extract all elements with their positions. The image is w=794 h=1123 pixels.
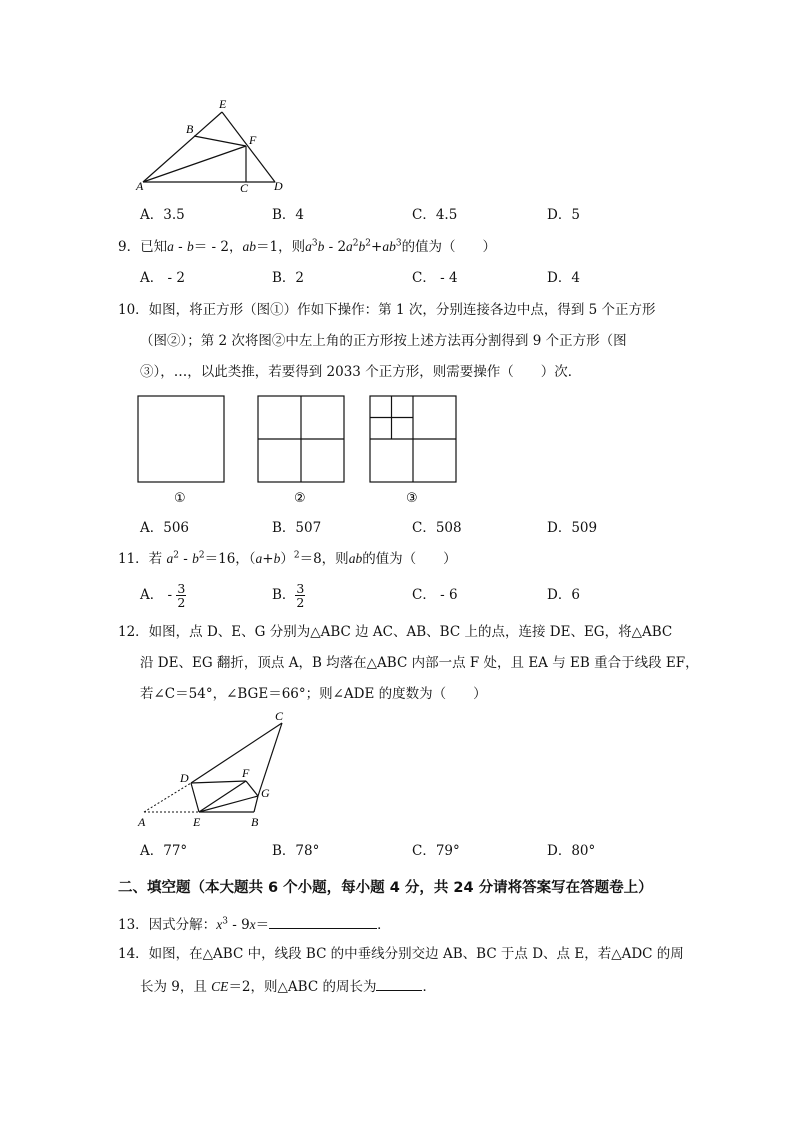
- label-f: F: [249, 133, 257, 147]
- q8-option-d[interactable]: D．5: [547, 207, 580, 223]
- q10-line-2: （图②）；第 2 次将图②中左上角的正方形按上述方法再分割得到 9 个正方形（图: [140, 333, 627, 349]
- q11-option-a[interactable]: A． - $\frac{3}{2}$: [140, 581, 186, 610]
- dotted-ad: [144, 783, 191, 812]
- label-b: B: [186, 122, 194, 136]
- line-ef: [199, 781, 246, 812]
- q10-option-c[interactable]: C．508: [412, 520, 462, 536]
- q14-answer-blank[interactable]: [376, 976, 422, 991]
- label-c: C: [240, 181, 249, 195]
- q8-option-b[interactable]: B．4: [272, 207, 305, 223]
- q11-option-b[interactable]: B． $\frac{3}{2}$: [272, 581, 305, 610]
- q13-answer-blank[interactable]: [269, 914, 377, 929]
- line-eg: [199, 796, 258, 812]
- q11-stem: 11．若 $a^2 - b^2=16$，$(a+b)^2=8$，则ab的值为（ ）: [118, 550, 457, 567]
- q14-line-2: 长为 9，且 CE＝2，则△ABC 的周长为 ．: [140, 976, 436, 996]
- q9-stem: 9．已知a - b＝ - 2，ab＝1，则$a^3b - 2a^2b^2+ab^3$的值为（ ）: [118, 238, 497, 255]
- line-de: [191, 783, 199, 812]
- label-d: D: [180, 771, 189, 785]
- line-fg: [246, 781, 258, 796]
- line-af: [143, 146, 246, 182]
- q10-option-a[interactable]: A．506: [140, 520, 190, 536]
- q10-option-b[interactable]: B．507: [272, 520, 322, 536]
- label-a: A: [136, 179, 144, 193]
- q9-option-c[interactable]: C． - 4: [412, 270, 458, 286]
- q10-line-1: 10．如图，将正方形（图①）作如下操作：第 1 次，分别连接各边中点，得到 5 个正方形: [118, 302, 656, 318]
- caption-fig-2: ②: [294, 491, 306, 506]
- q8-option-c[interactable]: C．4.5: [412, 207, 458, 223]
- label-g: G: [261, 786, 270, 800]
- section-2-title: 二、填空题（本大题共 6 个小题，每小题 4 分，共 24 分请将答案写在答题卷上）: [118, 880, 653, 896]
- q12-option-b[interactable]: B．78°: [272, 843, 320, 859]
- label-d: D: [274, 179, 283, 193]
- q11-option-c[interactable]: C． - 6: [412, 587, 458, 603]
- caption-fig-1: ①: [174, 491, 186, 506]
- q8-option-a[interactable]: A．3.5: [140, 207, 185, 223]
- q10-line-3: ③），…，以此类推，若要得到 2033 个正方形，则需要操作（ ）次．: [140, 364, 582, 380]
- q14-line-1: 14．如图，在△ABC 中，线段 BC 的中垂线分别交边 AB、BC 于点 D、点 E，若△ADC 的周: [118, 946, 684, 962]
- label-e: E: [193, 815, 201, 829]
- line-ae: [143, 112, 222, 182]
- line-bg: [254, 796, 258, 812]
- line-bf: [194, 136, 246, 146]
- label-f: F: [242, 766, 250, 780]
- q12-option-a[interactable]: A．77°: [140, 843, 188, 859]
- q12-fold-figure: [130, 705, 300, 835]
- q10-squares-figure: [130, 390, 470, 510]
- q12-option-d[interactable]: D．80°: [547, 843, 596, 859]
- label-c: C: [275, 709, 284, 723]
- line-df: [191, 781, 246, 783]
- q9-option-d[interactable]: D．4: [547, 270, 580, 286]
- q12-line-3: 若∠C＝54°，∠BGE＝66°；则∠ADE 的度数为（ ）: [140, 686, 487, 702]
- label-b: B: [251, 815, 259, 829]
- caption-fig-3: ③: [406, 491, 418, 506]
- label-e: E: [219, 97, 227, 111]
- line-ed: [222, 112, 275, 182]
- q9-option-a[interactable]: A． - 2: [140, 270, 185, 286]
- q12-line-2: 沿 DE、EG 翻折，顶点 A，B 均落在△ABC 内部一点 F 处，且 EA 与 EB 重合于线段 EF，: [140, 655, 699, 671]
- q12-line-1: 12．如图，点 D、E、G 分别为△ABC 边 AC、AB、BC 上的点，连接 DE、EG，将△ABC: [118, 624, 673, 640]
- q12-option-c[interactable]: C．79°: [412, 843, 460, 859]
- q13-stem: 13．因式分解：$x^3 - 9x=$ ．: [118, 914, 391, 934]
- q10-option-d[interactable]: D．509: [547, 520, 598, 536]
- q11-option-d[interactable]: D．6: [547, 587, 580, 603]
- line-cd: [191, 723, 282, 783]
- label-a: A: [138, 815, 146, 829]
- q9-option-b[interactable]: B．2: [272, 270, 305, 286]
- q8-triangle-figure: [130, 96, 300, 196]
- square-fig-1: [138, 396, 224, 482]
